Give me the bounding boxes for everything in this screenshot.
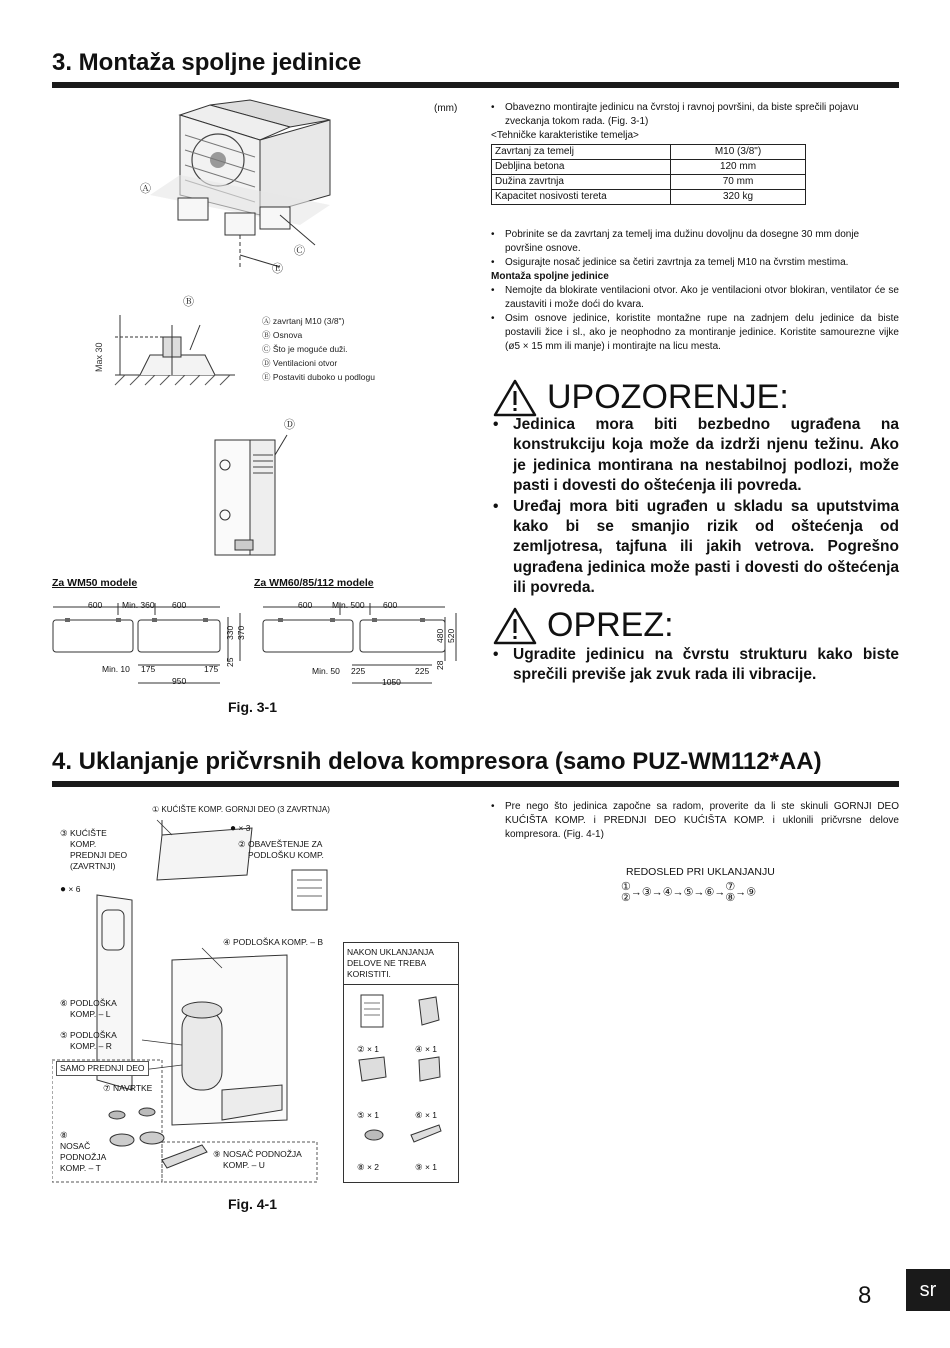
screw-count: ● × 3	[230, 823, 251, 834]
wm60-dim: 600	[383, 600, 398, 610]
order-step: ⑧	[725, 892, 736, 904]
label-1: ① KUĆIŠTE KOMP. GORNJI DEO (3 ZAVRTNJA)	[152, 805, 330, 814]
wm50-dim: 330	[225, 625, 235, 640]
legend-item: Ⓑ Osnova	[262, 330, 303, 340]
bullet: • Nemojte da blokirate ventilacioni otvor. Ako je ventilacioni otvor blokiran, ventilator će se zaustaviti i može doći do kvara.	[491, 284, 899, 312]
wm50-dim: Min. 360	[122, 600, 155, 610]
part-count: ② × 1	[357, 1044, 380, 1054]
wm50-dim: 600	[172, 600, 187, 610]
wm60-dim: Min. 50	[312, 666, 340, 676]
section3-title: 3. Montaža spoljne jedinice	[52, 49, 362, 76]
warning-block	[493, 378, 899, 599]
wm50-dim: 370	[236, 625, 246, 640]
page-number: 8	[858, 1282, 872, 1309]
figure-caption: Fig. 4-1	[228, 1196, 278, 1212]
max30-label: Max 30	[94, 342, 104, 372]
removal-order-title: REDOSLED PRI UKLANJANJU	[626, 866, 775, 878]
wm60-dim: 225	[415, 666, 430, 676]
order-sequence: →③→④→⑤→⑥→	[630, 886, 726, 899]
wm60-dim: 600	[298, 600, 313, 610]
wm60-dim: 520	[446, 628, 456, 643]
label-6: ⑥ PODLOŠKA KOMP. – L	[60, 998, 117, 1019]
mark-a: Ⓐ	[140, 183, 151, 195]
vent-side-illustration	[205, 425, 305, 565]
section4-title: 4. Uklanjanje pričvrsnih delova kompresora (samo PUZ-WM112*AA)	[52, 748, 822, 775]
part-count: ④ × 1	[415, 1044, 438, 1054]
part-count: ⑧ × 2	[357, 1162, 380, 1172]
bolt-detail-illustration	[95, 295, 245, 410]
part-count: ⑨ × 1	[415, 1162, 438, 1172]
wm50-dim: 950	[172, 676, 187, 686]
unit-label: (mm)	[434, 103, 458, 114]
mark-e: Ⓔ	[272, 263, 283, 275]
label-8: ⑧ NOSAČ PODNOŽJA KOMP. – T	[60, 1130, 107, 1173]
table-row: Kapacitet nosivosti tereta 320 kg	[492, 190, 806, 205]
language-tab: sr	[906, 1269, 950, 1311]
warning-triangle-icon	[493, 379, 537, 417]
wm50-title: Za WM50 modele	[52, 577, 138, 589]
removal-order	[621, 882, 756, 904]
legend-item: Ⓒ Što je moguće duži.	[262, 344, 348, 354]
discarded-parts-box	[343, 942, 459, 1183]
wm60-dim: 1050	[382, 677, 401, 687]
label-9: ⑨ NOSAČ PODNOŽJA KOMP. – U	[213, 1149, 302, 1170]
table-caption: <Tehničke karakteristike temelja>	[491, 130, 639, 141]
mount-heading: Montaža spoljne jedinice	[491, 271, 609, 282]
wm50-dim: 25	[225, 657, 235, 667]
screw-count: ● × 6	[60, 884, 81, 895]
parts-illustrations	[344, 985, 458, 1185]
box-title: NAKON UKLANJANJA DELOVE NE TREBA KORISTITI.	[344, 943, 458, 985]
wm50-dim: 175	[141, 664, 156, 674]
order-step: ⑦	[725, 881, 736, 893]
bullet: • Osigurajte nosač jedinice sa četiri zavrtnja za temelj M10 na čvrstim mestima.	[491, 256, 899, 270]
wm60-dim: Min. 500	[332, 600, 365, 610]
warning-title: UPOZORENJE:	[547, 378, 789, 416]
wm60-dim: 28	[435, 660, 445, 670]
caution-title: OPREZ:	[547, 606, 674, 644]
screw-icon: ●	[60, 884, 67, 895]
legend-item: Ⓐ zavrtanj M10 (3/8")	[262, 316, 345, 326]
legend	[262, 316, 375, 383]
part-count: ⑥ × 1	[415, 1110, 438, 1120]
legend-item: Ⓔ Postaviti duboko u podlogu	[262, 372, 375, 382]
table-row: Dužina zavrtnja 70 mm	[492, 175, 806, 190]
wm60-dim: 480	[435, 628, 445, 643]
wm60-title: Za WM60/85/112 modele	[254, 577, 374, 589]
table-row: Zavrtanj za temelj M10 (3/8")	[492, 145, 806, 160]
bullet: • Osim osnove jedinice, koristite montažne rupe na zadnjem delu jedinice da biste postavili žice i sl., ako je neophodno za montiranje jedinice. Koristite samourezne vijke (ø5 × 15 mm ili manje) i montirajte na licu mesta.	[491, 312, 899, 354]
order-step: ②	[621, 892, 631, 904]
label-4: ④ PODLOŠKA KOMP. – B	[223, 937, 324, 947]
wm50-dim: 600	[88, 600, 103, 610]
section4-rule	[52, 781, 899, 787]
caution-item: • Ugradite jedinicu na čvrstu strukturu kako biste sprečili previše jak zvuk rada ili vibracije.	[493, 645, 899, 686]
warning-item: • Jedinica mora biti bezbedno ugrađena na konstrukciju koja može da izdrži njenu težinu. Ako je jedinica montirana na nestabilnoj podlozi, može pasti i dovesti do oštećenja ili povreda.	[493, 415, 899, 497]
legend-item: Ⓓ Ventilacioni otvor	[262, 358, 338, 368]
screw-icon: ●	[230, 823, 237, 834]
label-3: ③ KUĆIŠTE KOMP. PREDNJI DEO (ZAVRTNJI)	[60, 828, 128, 871]
foundation-table	[491, 144, 806, 205]
table-row: Debljina betona 120 mm	[492, 160, 806, 175]
order-sequence: →⑨	[735, 886, 757, 899]
caution-heading	[493, 606, 899, 645]
label-7: ⑦ NAVRTKE	[103, 1083, 153, 1093]
label-5: ⑤ PODLOŠKA KOMP. – R	[60, 1030, 117, 1051]
order-step: ①	[621, 881, 631, 893]
bullet: • Obavezno montirajte jedinicu na čvrstoj i ravnoj površini, da biste sprečili pojavu zveckanja tokom rada. (Fig. 3-1)	[491, 101, 899, 129]
bullet: • Pobrinite se da zavrtanj za temelj ima dužinu dovoljnu da dosegne 30 mm donje površine osnove.	[491, 228, 899, 256]
wm50-dim: 175	[204, 664, 219, 674]
mark-b: Ⓑ	[183, 296, 194, 308]
warning-heading	[493, 378, 899, 417]
wm50-dim: Min. 10	[102, 664, 130, 674]
warning-triangle-icon	[493, 607, 537, 645]
front-only-label: SAMO PREDNJI DEO	[56, 1061, 149, 1076]
figure-caption: Fig. 3-1	[228, 699, 278, 715]
section3-text	[491, 101, 899, 354]
warning-item: • Uređaj mora biti ugrađen u skladu sa uputstvima kako bi se smanjio rizik od oštećenja od zemljotresa, tajfuna ili jakih vetrova. Pogrešno ugrađena jedinica može pasti i dovesti do oštećenja ili povreda.	[493, 497, 899, 599]
caution-block	[493, 606, 899, 686]
mark-d: Ⓓ	[284, 419, 295, 431]
bullet: • Pre nego što jedinica započne sa radom, proverite da li ste skinuli GORNJI DEO KUĆIŠTA KOMP. i PREDNJI DEO KUĆIŠTA KOMP. i uklonili pričvrsne delove kompresora. (Fig. 4-1)	[491, 800, 899, 842]
label-2: ② OBAVEŠTENJE ZA PODLOŠKU KOMP.	[238, 839, 324, 860]
wm60-dim: 225	[351, 666, 366, 676]
section3-rule	[52, 82, 899, 88]
mark-c: Ⓒ	[294, 245, 305, 257]
section4-text	[491, 800, 899, 842]
part-count: ⑤ × 1	[357, 1110, 380, 1120]
